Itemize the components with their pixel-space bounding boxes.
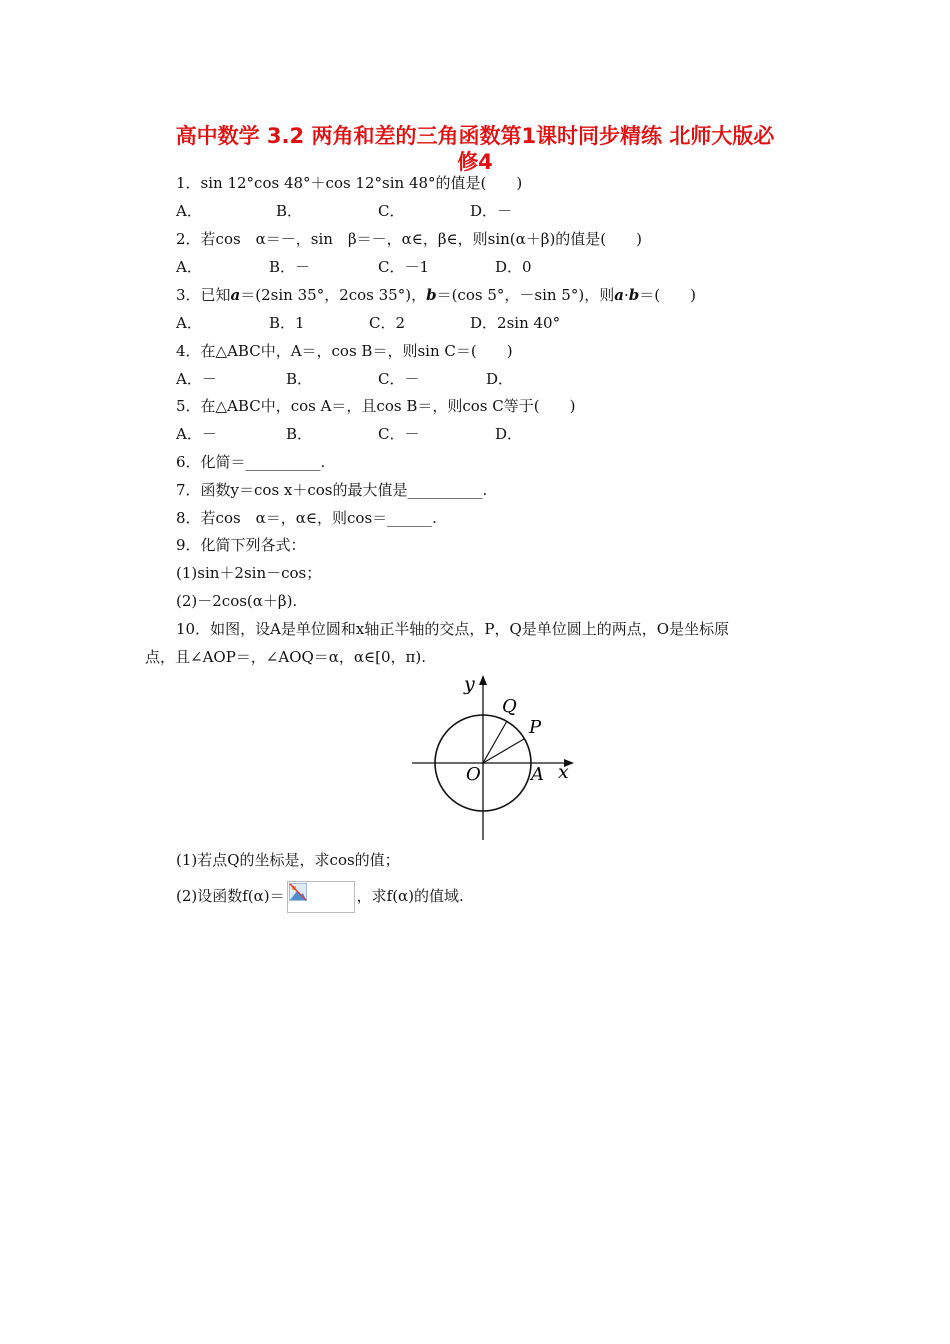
q2-option-a: A． <box>176 258 202 276</box>
ray-oq <box>483 721 507 763</box>
q10-part2-text-a: (2)设函数f(α)＝ <box>176 887 285 905</box>
q1-option-a: A． <box>176 202 202 220</box>
q2-option-d: D．0 <box>495 258 532 276</box>
q1-option-b: B． <box>276 202 303 220</box>
q4-option-c: C．－ <box>378 370 420 388</box>
q5-option-c: C．－ <box>378 425 420 443</box>
origin-label: O <box>466 764 481 785</box>
point-a-label: A <box>531 764 544 785</box>
q1-option-c: C． <box>378 202 405 220</box>
q4-option-d: D． <box>486 370 514 388</box>
q2-option-b: B．－ <box>269 258 311 276</box>
vector-b: b <box>426 286 437 304</box>
broken-image-placeholder <box>287 881 355 913</box>
question-10-line-2: 点，且∠AOP＝，∠AOQ＝α，α∈[0，π). <box>145 648 427 666</box>
q3-text-b: ＝(2sin 35°，2cos 35°)， <box>240 286 427 304</box>
y-axis-arrow-icon <box>479 675 487 685</box>
unit-circle-figure <box>408 670 578 842</box>
question-5: 5．在△ABC中，cos A＝，且cos B＝，则cos C等于( ) <box>176 397 576 415</box>
x-axis-label: x <box>558 761 569 783</box>
dot-vector-b: b <box>628 286 640 304</box>
question-4: 4．在△ABC中，A＝，cos B＝，则sin C＝( ) <box>176 342 513 360</box>
point-q-label: Q <box>502 696 517 717</box>
page-title-line-1: 高中数学 3.2 两角和差的三角函数第1课时同步精练 北师大版必 <box>175 124 775 148</box>
y-axis-label: y <box>464 673 475 695</box>
page-title-line-2: 修4 <box>457 150 493 174</box>
question-2: 2．若cos α＝－，sin β＝－，α∈，β∈，则sin(α＋β)的值是( ) <box>176 230 643 248</box>
dot-symbol: · <box>623 286 629 304</box>
q3-option-a: A． <box>176 314 202 332</box>
question-10-part-1: (1)若点Q的坐标是，求cos的值； <box>176 851 400 869</box>
question-9: 9．化简下列各式： <box>176 536 306 554</box>
question-6: 6．化简＝__________. <box>176 453 326 471</box>
q3-option-b: B．1 <box>269 314 305 332</box>
vector-a: a <box>230 286 241 304</box>
question-9-part-1: (1)sin＋2sin－cos； <box>176 564 322 582</box>
question-3 <box>176 285 696 305</box>
question-8: 8．若cos α＝，α∈，则cos＝______. <box>176 509 437 527</box>
ray-op <box>483 739 524 763</box>
q1-option-d: D．－ <box>470 202 513 220</box>
q3-text-c: ＝(cos 5°，－sin 5°)，则 <box>436 286 615 304</box>
q3-option-c: C．2 <box>369 314 406 332</box>
q2-option-c: C．－1 <box>378 258 430 276</box>
q3-text-d: ＝( ) <box>639 286 696 304</box>
question-1: 1．sin 12°cos 48°＋cos 12°sin 48°的值是( ) <box>176 174 523 192</box>
q5-option-a: A．－ <box>176 425 217 443</box>
q3-option-d: D．2sin 40° <box>470 314 561 332</box>
q5-option-b: B． <box>286 425 313 443</box>
q5-option-d: D． <box>495 425 523 443</box>
q10-part2-text-b: ，求f(α)的值域. <box>356 887 464 905</box>
q4-option-a: A．－ <box>176 370 217 388</box>
question-10-line-1: 10．如图，设A是单位圆和x轴正半轴的交点，P，Q是单位圆上的两点，O是坐标原 <box>176 620 730 638</box>
question-9-part-2: (2)－2cos(α＋β). <box>176 592 298 610</box>
question-7: 7．函数y＝cos x＋cos的最大值是__________. <box>176 481 488 499</box>
q3-text-a: 3．已知 <box>176 286 231 304</box>
question-10-part-2 <box>176 880 464 913</box>
q4-option-b: B． <box>286 370 313 388</box>
dot-vector-a: a <box>614 286 624 304</box>
point-p-label: P <box>529 717 542 738</box>
image-icon <box>289 883 307 901</box>
